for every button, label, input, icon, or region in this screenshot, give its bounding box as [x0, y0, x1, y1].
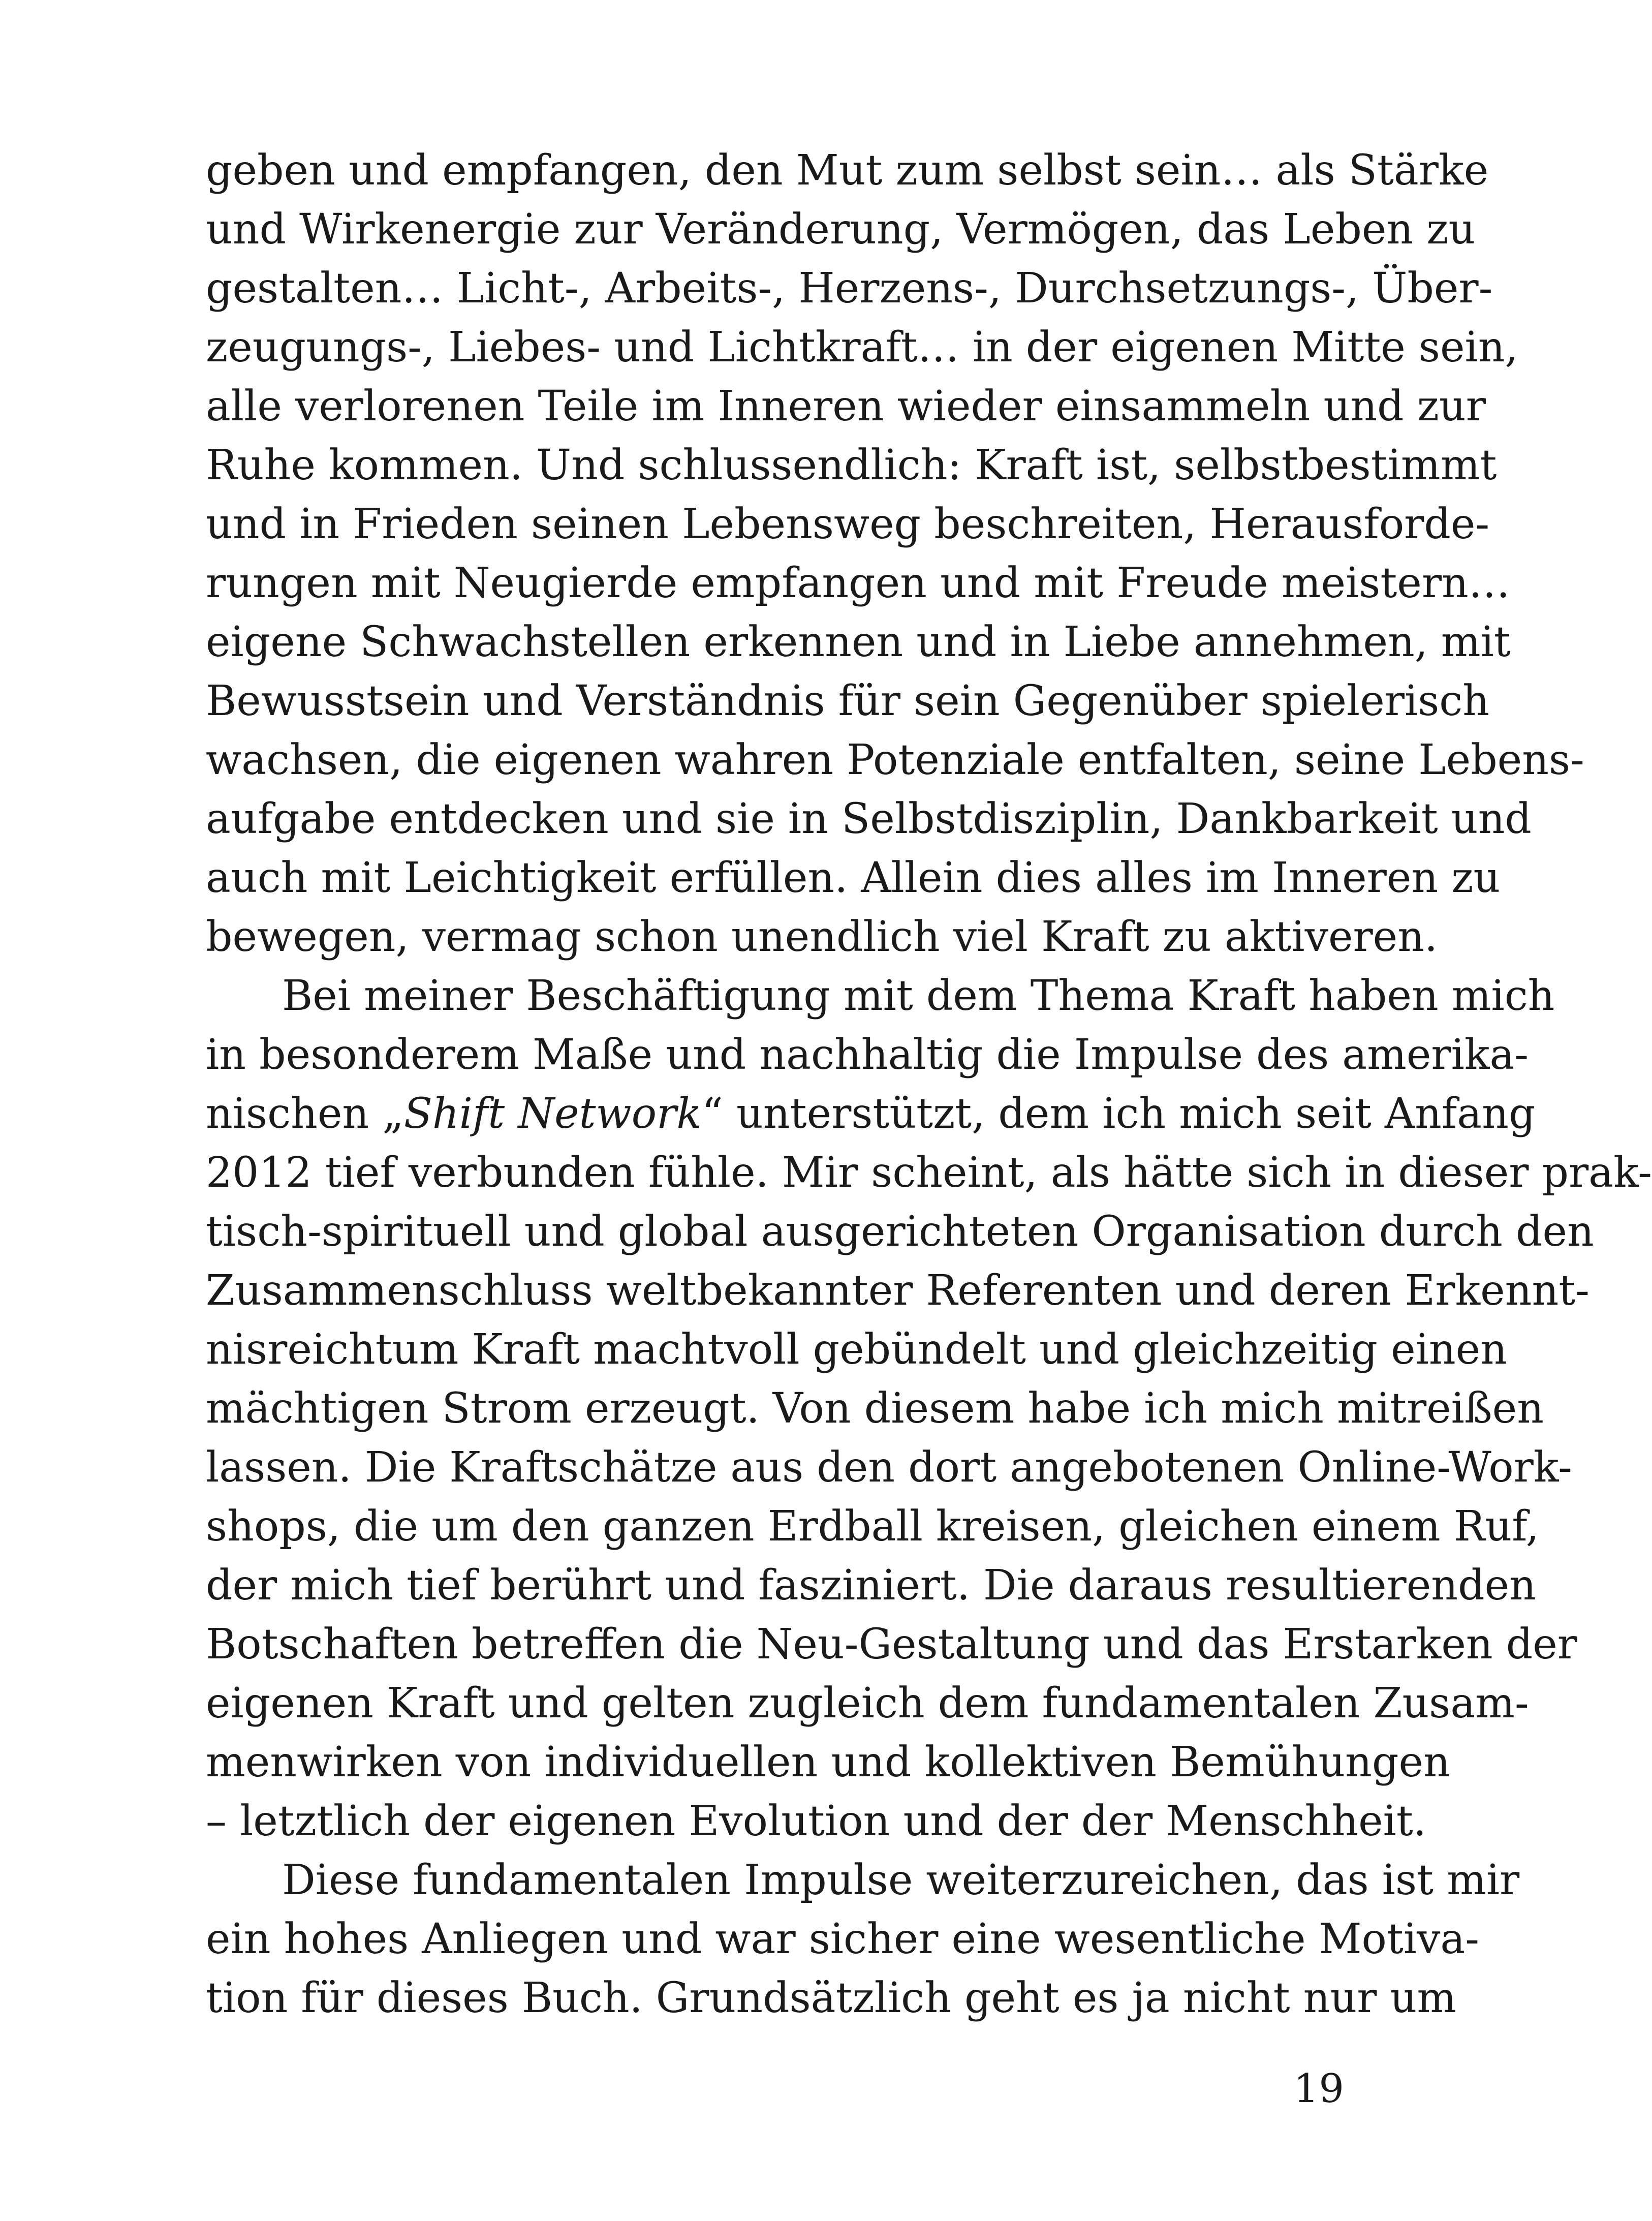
text-fragment: nischen „ [206, 1090, 404, 1138]
text-line: Bewusstsein und Verständnis für sein Gegenüber spielerisch [206, 677, 1490, 725]
text-line: tisch-spirituell und global ausgerichteten Organisation durch den [206, 1208, 1594, 1256]
text-line: menwirken von individuellen und kollektiven Bemühungen [206, 1738, 1450, 1786]
text-line: eigene Schwachstellen erkennen und in Liebe annehmen, mit [206, 618, 1511, 666]
text-line: mächtigen Strom erzeugt. Von diesem habe ich mich mitreißen [206, 1384, 1544, 1433]
paragraph-3 [206, 1851, 1520, 2028]
text-line: lassen. Die Kraftschätze aus den dort angebotenen Online-Work- [206, 1443, 1572, 1492]
page-number: 19 [1293, 2066, 1344, 2112]
text-line: alle verlorenen Teile im Inneren wieder einsammeln und zur [206, 382, 1486, 430]
text-line: und in Frieden seinen Lebensweg beschreiten, Herausforde- [206, 500, 1490, 548]
text-line: geben und empfangen, den Mut zum selbst sein… als Stärke [206, 146, 1489, 195]
text-line: 2012 tief verbunden fühle. Mir scheint, als hätte sich in dieser prak- [206, 1149, 1652, 1197]
text-line: ein hohes Anliegen und war sicher eine wesentliche Motiva- [206, 1915, 1480, 1963]
text-line-with-italic [206, 1085, 1536, 1144]
text-line: wachsen, die eigenen wahren Potenziale entfalten, seine Lebens- [206, 736, 1584, 784]
text-line: Ruhe kommen. Und schlussendlich: Kraft ist, selbstbestimmt [206, 441, 1497, 489]
text-line: der mich tief berührt und fasziniert. Die daraus resultierenden [206, 1561, 1536, 1610]
body-text [206, 141, 1652, 2028]
text-line: und Wirkenergie zur Veränderung, Vermögen, das Leben zu [206, 205, 1476, 254]
paragraph-2 [206, 967, 1652, 1851]
text-line: – letztlich der eigenen Evolution und der der Menschheit. [206, 1797, 1426, 1845]
text-line: tion für dieses Buch. Grundsätzlich geht es ja nicht nur um [206, 1974, 1457, 2022]
text-line: eigenen Kraft und gelten zugleich dem fundamentalen Zusam- [206, 1679, 1529, 1728]
text-line: nisreichtum Kraft machtvoll gebündelt und gleichzeitig einen [206, 1325, 1508, 1374]
italic-network-name: Shift Network [403, 1090, 702, 1138]
text-line: in besonderem Maße und nachhaltig die Impulse des amerika- [206, 1031, 1529, 1079]
text-line: Diese fundamentalen Impulse weiterzureichen, das ist mir [282, 1856, 1520, 1904]
text-line: shops, die um den ganzen Erdball kreisen, gleichen einem Ruf, [206, 1502, 1539, 1551]
text-line: zeugungs-, Liebes- und Lichtkraft… in der eigenen Mitte sein, [206, 323, 1518, 372]
text-line: Zusammenschluss weltbekannter Referenten und deren Erkennt- [206, 1267, 1589, 1315]
text-line: Botschaften betreffen die Neu-Gestaltung und das Erstarken der [206, 1620, 1577, 1669]
text-line: bewegen, vermag schon unendlich viel Kraft zu aktiveren. [206, 913, 1438, 961]
text-line: Bei meiner Beschäftigung mit dem Thema Kraft haben mich [282, 972, 1555, 1020]
text-line: aufgabe entdecken und sie in Selbstdisziplin, Dankbarkeit und [206, 795, 1532, 843]
text-fragment: “ unterstützt, dem ich mich seit Anfang [702, 1090, 1536, 1138]
text-line: rungen mit Neugierde empfangen und mit Freude meistern… [206, 559, 1510, 607]
text-line: gestalten… Licht-, Arbeits-, Herzens-, Durchsetzungs-, Über- [206, 264, 1493, 313]
paragraph-1 [206, 141, 1584, 967]
text-line: auch mit Leichtigkeit erfüllen. Allein dies alles im Inneren zu [206, 854, 1501, 902]
